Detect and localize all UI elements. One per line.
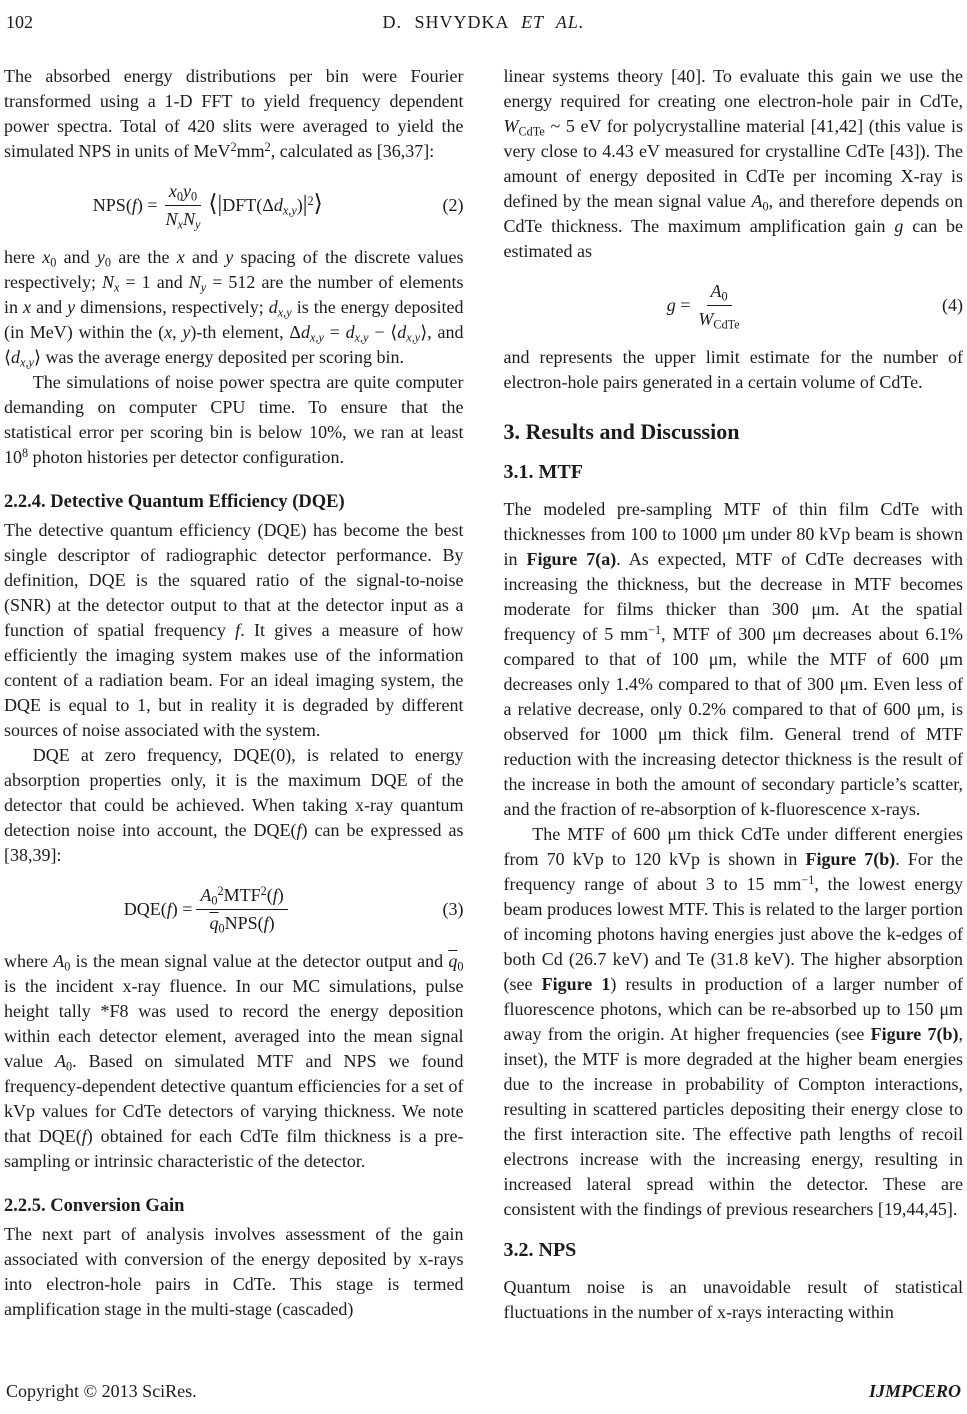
equation-2-fraction — [162, 179, 205, 232]
equation-3-body — [4, 883, 412, 936]
journal-abbreviation: IJMPCERO — [868, 1381, 961, 1401]
equation-2-lhs: NPS(f) = — [92, 195, 158, 215]
paragraph-simulations-cpu: The simulations of noise power spectra are quite computer demanding on computer CPU time. To ensure that the statistical error per scoring bin is below 10%, we ran at least $10^8$ photon histories per detector configuration. — [4, 372, 464, 467]
paragraph-quantum-noise: Quantum noise is an unavoidable result of statistical fluctuations in the number of x-rays interacting within — [503, 1277, 963, 1322]
paragraph-linear-systems: linear systems theory [40]. To evaluate this gain we use the energy required for creating one electron-hole pair in CdTe, WCdTe ~ 5 eV for polycrystalline material [41,42] (this value is very close to 4.43 eV measured for crystalline CdTe [43]). The amount of energy deposited in CdTe per incoming X-ray is defined by the mean signal value A0, and therefore depends on CdTe thickness. The maximum amplification gain g can be estimated as — [503, 66, 963, 261]
heading-nps: 3.2. NPS — [503, 1239, 577, 1261]
equation-2-numerator: x0y0 — [165, 179, 201, 206]
equation-3-numerator: $A0^2MTF^2(f)$ — [196, 883, 287, 910]
equation-3-number: (3) — [442, 899, 464, 919]
heading-mtf: 3.1. MTF — [503, 461, 583, 483]
paragraph-dqe-variables: where A0 is the mean signal value at the detector output and $\overline{q}0$ is the incident x-ray fluence. In our MC simulations, pulse height tally *F8 was used to record the energy deposition within each detector element, averaged into the mean signal value A0. Based on simulated MTF and NPS we found frequency-dependent detective quantum efficiencies for a set of kVp values for CdTe detectors of varying thickness. We note that DQE(f) obtained for each CdTe film thickness is a pre-sampling or intrinsic characteristic of the detector. — [4, 951, 464, 1171]
equation-4-fraction — [694, 279, 743, 332]
paragraph-nps-intro: The absorbed energy distributions per bin were Fourier transformed using a 1-D FFT to yield frequency dependent power spectra. Total of 420 slits were averaged to yield the simulated NPS in units of $MeV^2mm^2$, calculated as [36,37]: — [4, 66, 464, 161]
equation-3 — [4, 883, 464, 936]
equation-4-number: (4) — [942, 295, 963, 315]
right-column — [504, 64, 964, 1379]
heading-2-2-4: 2.2.4. Detective Quantum Efficiency (DQE) — [4, 492, 345, 512]
two-column-body — [4, 64, 963, 1379]
page-number: 102 — [6, 12, 33, 32]
page-footer — [4, 1379, 963, 1406]
equation-4-body — [504, 279, 912, 332]
equation-3-denominator: $\overline{q}0NPS(f)$ — [209, 913, 275, 936]
equation-2-body — [4, 179, 412, 232]
heading-2-2-5: 2.2.5. Conversion Gain — [4, 1196, 185, 1216]
paragraph-upper-limit: and represents the upper limit estimate for the number of electron-hole pairs generated in a certain volume of CdTe. — [503, 347, 963, 392]
equation-2-denominator: NxNy — [165, 209, 201, 232]
equation-4-lhs: g = — [666, 295, 691, 315]
page-header — [4, 10, 963, 38]
running-head: D. SHVYDKA ET AL. — [382, 12, 585, 32]
paragraph-conversion-gain: The next part of analysis involves assessment of the gain associated with conversion of the energy deposited by x-rays into electron-hole pairs in CdTe. This stage is termed amplification stage in the multi-stage (cascaded) — [4, 1224, 464, 1319]
paragraph-eq2-variables: here x0 and y0 are the x and y spacing of the discrete values respectively; Nx = 1 and Ny = 512 are the number of elements in x and y dimensions, respectively; dx,y is the energy deposited (in MeV) within the (x, y)-th element, Δdx,y = dx,y − ⟨dx,y⟩, and ⟨dx,y⟩ was the average energy deposited per scoring bin. — [4, 247, 464, 370]
equation-2-rhs: $⟨|DFT(\Delta dx,y)|^2⟩$ — [208, 191, 323, 218]
equation-4 — [504, 279, 964, 332]
paragraph-dqe-definition: The detective quantum efficiency (DQE) has become the best single descriptor of radiographic detector performance. By definition, DQE is the squared ratio of the signal-to-noise (SNR) at the detector output to that at the detector input as a function of spatial frequency f. It gives a measure of how efficiently the imaging system makes use of the information content of a radiation beam. For an ideal imaging system, the DQE is equal to 1, but in reality it is degraded by different sources of noise associated with the system. — [4, 520, 464, 740]
equation-3-fraction — [196, 883, 287, 936]
copyright-notice: Copyright © 2013 SciRes. — [6, 1381, 197, 1401]
paragraph-mtf-energies: The MTF of 600 μm thick CdTe under different energies from 70 kVp to 120 kVp is shown in Figure 7(b). For the frequency range of about 3 to 15 $mm^{-1}$, the lowest energy beam produces lowest MTF. This is related to the larger portion of incoming photons having energies just above the k-edges of both Cd (26.7 keV) and Te (31.8 keV). The higher absorption (see Figure 1) results in production of a larger number of fluorescence photons, which can be re-absorbed up to 150 μm away from the origin. At higher frequencies (see Figure 7(b), inset), the MTF is more degraded at the higher beam energies due to the increase in probability of Compton interactions, resulting in scattered particles depositing their energy close to the first interaction site. The effective path lengths of recoil electrons increase with the increasing energy, resulting in increased lateral spread within the detector. These are consistent with the findings of previous researchers [19,44,45]. — [503, 824, 963, 1219]
equation-2-number: (2) — [442, 195, 464, 215]
equation-2 — [4, 179, 464, 232]
equation-4-numerator: A0 — [707, 279, 732, 306]
heading-results-discussion: 3. Results and Discussion — [503, 419, 740, 444]
left-column — [4, 64, 464, 1379]
equation-3-lhs: DQE(f) = — [123, 899, 193, 919]
paragraph-mtf-thickness: The modeled pre-sampling MTF of thin film CdTe with thicknesses from 100 to 1000 μm under 80 kVp beam is shown in Figure 7(a). As expected, MTF of CdTe decreases with increasing the thickness, but the decrease in MTF becomes moderate for films thicker than 300 μm. At the spatial frequency of 5 $mm^{-1}$, MTF of 300 μm decreases about 6.1% compared to that of 100 μm, while the MTF of 600 μm decreases only 1.4% compared to that of 300 μm. Even less of a relative decrease, only 0.2% compared to that of 600 μm, is observed for 1000 μm thick film. General trend of MTF reduction with the increasing detector thickness is the result of the increase in both the amount of secondary particle’s scatter, and the fraction of re-absorption of k-fluorescence x-rays. — [503, 499, 963, 819]
equation-4-denominator: WCdTe — [698, 309, 740, 332]
paragraph-dqe-zero-frequency: DQE at zero frequency, DQE(0), is related to energy absorption properties only, it is the maximum DQE of the detector that could be achieved. When taking x-ray quantum detection noise into account, the DQE(f) can be expressed as [38,39]: — [4, 745, 464, 865]
